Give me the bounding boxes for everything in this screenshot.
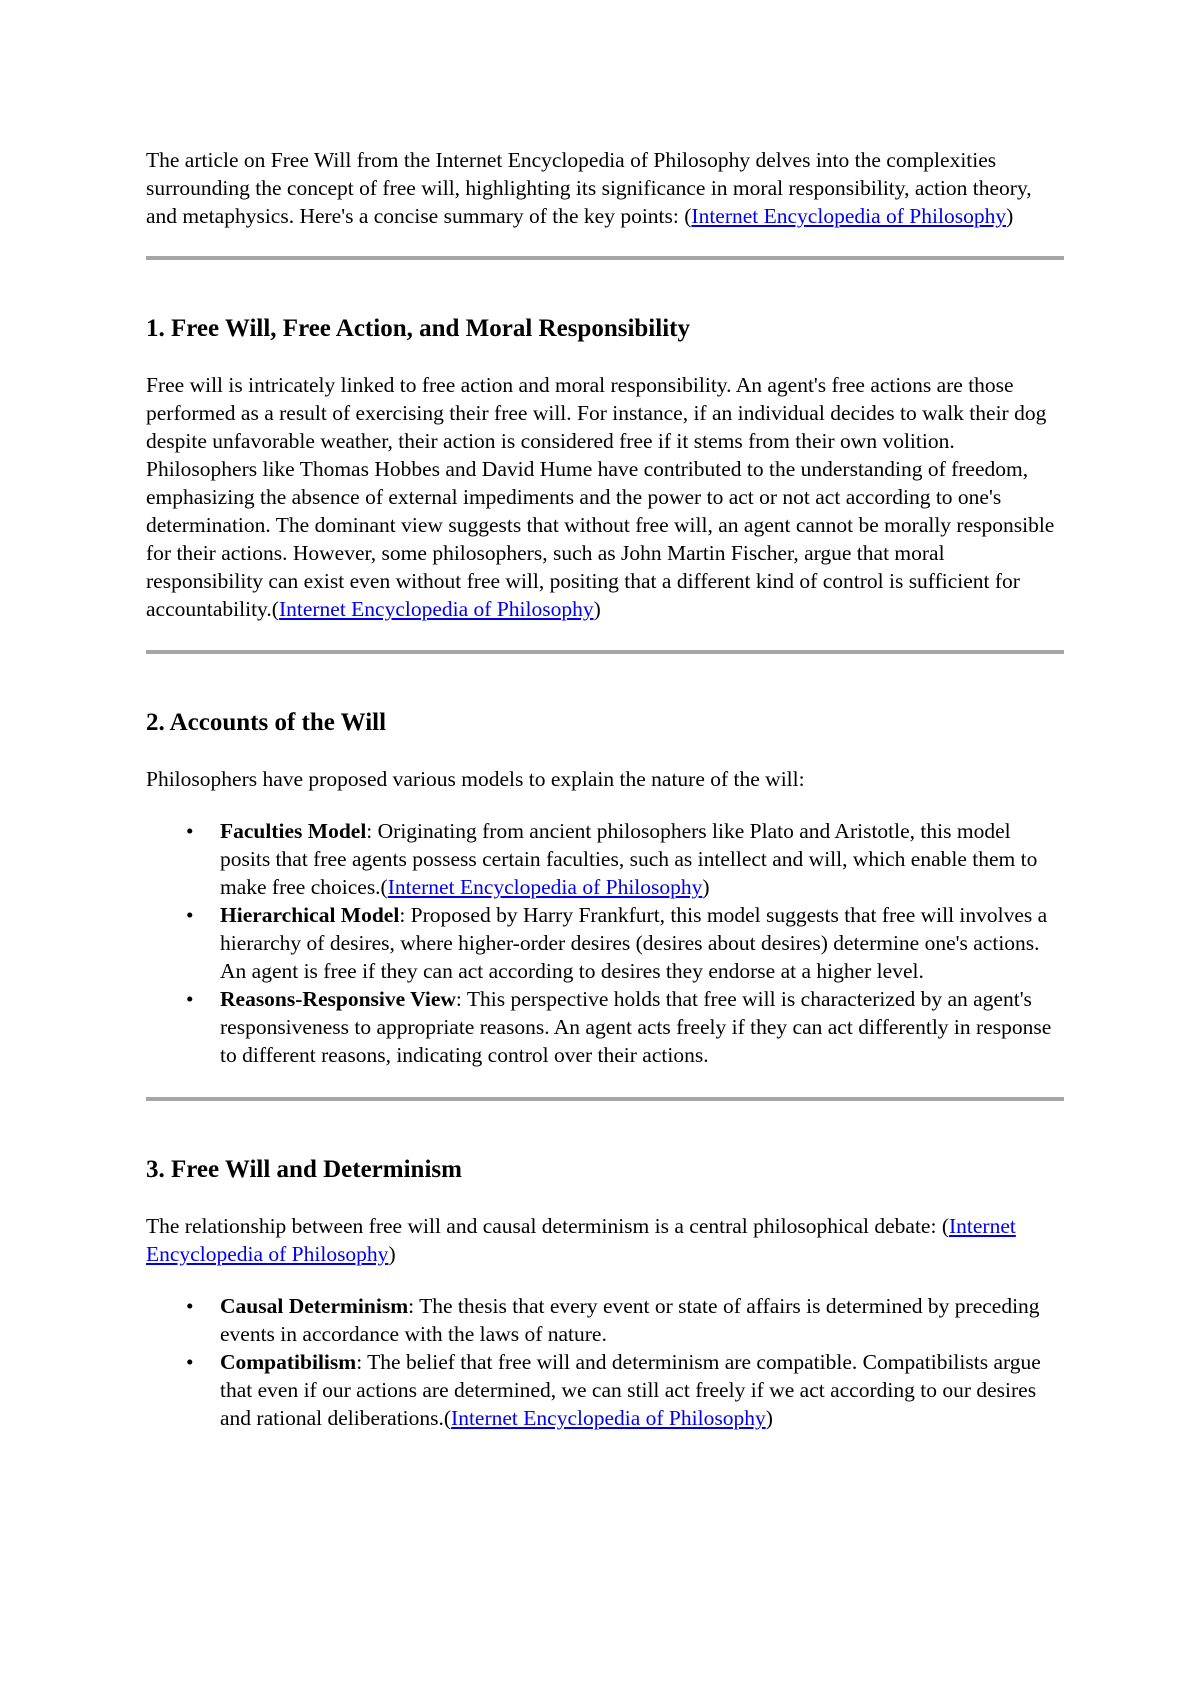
list-item-source-link[interactable]: Internet Encyclopedia of Philosophy	[387, 875, 703, 899]
section1-body-text: Free will is intricately linked to free action and moral responsibility. An agent's free actions are those performed as a result of exercising their free will. For instance, if an individual decides to walk their dog despite unfavorable weather, their action is considered free if it stems from their own volition. Philosophers like Thomas Hobbes and David Hume have contributed to the understanding of freedom, emphasizing the absence of external impediments and the power to act or not act according to one's determination. The dominant view suggests that without free will, an agent cannot be morally responsible for their actions. However, some philosophers, such as John Martin Fischer, argue that moral responsibility can exist even without free will, positing that a different kind of control is sufficient for accountability.(	[146, 373, 1055, 621]
list-item	[146, 1348, 1064, 1432]
section3-heading: 3. Free Will and Determinism	[146, 1156, 462, 1183]
section2-intro: Philosophers have proposed various models to explain the nature of the will:	[146, 767, 805, 791]
section3-list	[146, 1292, 1064, 1432]
intro-text: The article on Free Will from the Internet Encyclopedia of Philosophy delves into the complexities surrounding the concept of free will, highlighting its significance in moral responsibility, action theory, and metaphysics. Here's a concise summary of the key points: (	[146, 148, 1032, 228]
section1-body	[146, 371, 1064, 623]
list-item-close: )	[765, 1406, 773, 1430]
bullet-icon: •	[186, 903, 194, 927]
list-item	[146, 817, 1064, 901]
section1-close: )	[593, 597, 601, 621]
section3-intro-close: )	[388, 1242, 396, 1266]
section-divider	[146, 1097, 1064, 1101]
list-item-term: Reasons-Responsive View	[220, 987, 456, 1011]
list-item	[146, 985, 1064, 1069]
bullet-icon: •	[186, 819, 194, 843]
bullet-icon: •	[186, 987, 194, 1011]
bullet-icon: •	[186, 1294, 194, 1318]
list-item-term: Hierarchical Model	[220, 903, 400, 927]
list-item-term: Compatibilism	[220, 1350, 357, 1374]
list-item-term: Faculties Model	[220, 819, 367, 843]
list-item-text: : The belief that free will and determinism are compatible. Compatibilists argue that even if our actions are determined, we can still act freely if we act according to our desires and rational deliberations.(	[220, 1350, 1041, 1430]
list-item-close: )	[702, 875, 710, 899]
bullet-icon: •	[186, 1350, 194, 1374]
document-page	[146, 146, 1064, 1432]
section1-source-link[interactable]: Internet Encyclopedia of Philosophy	[278, 597, 594, 621]
list-item-text: : Originating from ancient philosophers like Plato and Aristotle, this model posits that free agents possess certain faculties, such as intellect and will, which enable them to make free choices.(	[220, 819, 1038, 899]
list-item-text: : The thesis that every event or state of affairs is determined by preceding events in accordance with the laws of nature.	[220, 1294, 1040, 1346]
section3-intro	[146, 1212, 1064, 1268]
section3-intro-text: The relationship between free will and causal determinism is a central philosophical debate: (	[146, 1214, 949, 1238]
list-item-text: : Proposed by Harry Frankfurt, this model suggests that free will involves a hierarchy of desires, where higher-order desires (desires about desires) determine one's actions. An agent is free if they can act according to desires they endorse at a higher level.	[220, 903, 1048, 983]
intro-close: )	[1006, 204, 1014, 228]
list-item-term: Causal Determinism	[220, 1294, 409, 1318]
list-item-text: : This perspective holds that free will is characterized by an agent's responsiveness to appropriate reasons. An agent acts freely if they can act differently in response to different reasons, indicating control over their actions.	[220, 987, 1052, 1067]
section-divider	[146, 650, 1064, 654]
list-item	[146, 901, 1064, 985]
section2-list	[146, 817, 1064, 1069]
section-divider	[146, 256, 1064, 260]
section3-source-link[interactable]: Internet Encyclopedia of Philosophy	[146, 1214, 1016, 1266]
intro-paragraph	[146, 146, 1064, 230]
intro-source-link[interactable]: Internet Encyclopedia of Philosophy	[691, 204, 1007, 228]
section1-heading: 1. Free Will, Free Action, and Moral Responsibility	[146, 315, 690, 342]
section2-heading: 2. Accounts of the Will	[146, 709, 387, 736]
list-item	[146, 1292, 1064, 1348]
list-item-source-link[interactable]: Internet Encyclopedia of Philosophy	[451, 1406, 766, 1430]
